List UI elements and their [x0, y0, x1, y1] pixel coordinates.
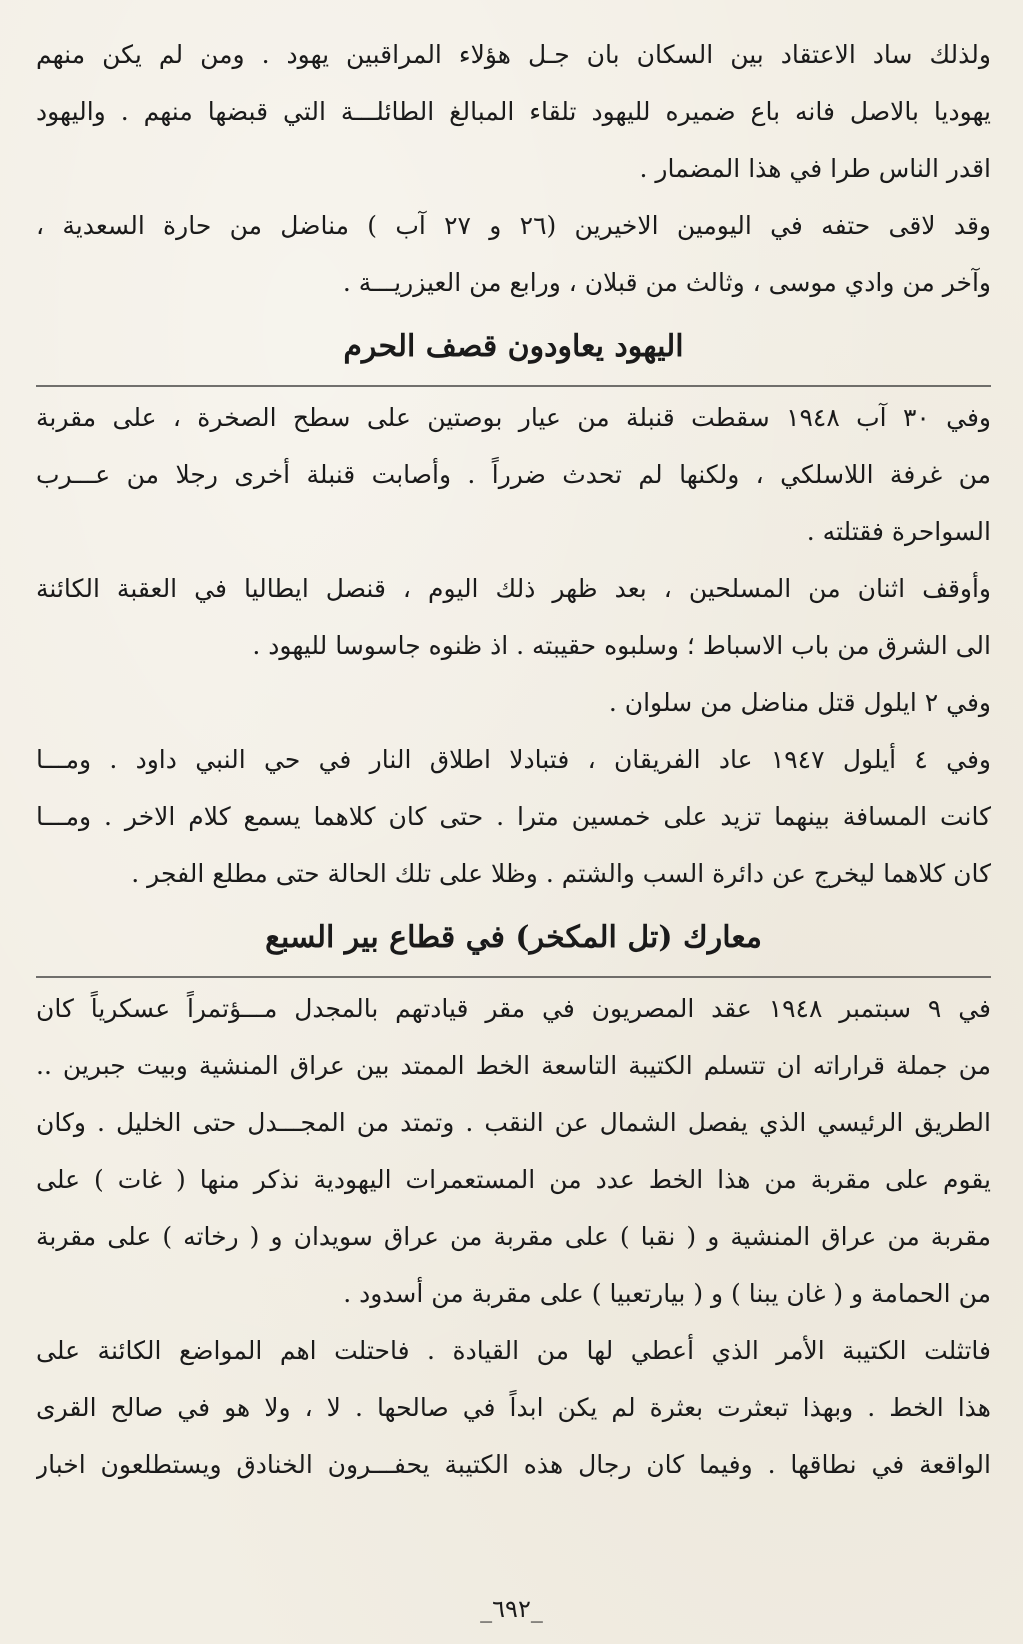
- paragraph: [36, 980, 991, 1322]
- text-line: في ٩ سبتمبر ١٩٤٨ عقد المصريون في مقر قيادتهم بالمجدل مـــؤتمراً عسكرياً كان: [36, 994, 991, 1023]
- body-text: [36, 26, 991, 1493]
- text-line: هذا الخط . وبهذا تبعثرت بعثرة لم يكن ابداً في صالحها . لا ، ولا هو في صالح القرى: [36, 1393, 991, 1422]
- text-line: وأوقف اثنان من المسلحين ، بعد ظهر ذلك اليوم ، قنصل ايطاليا في العقبة الكائنة: [36, 574, 991, 603]
- paragraph: [36, 560, 991, 674]
- text-line: الى الشرق من باب الاسباط ؛ وسلبوه حقيبته . اذ ظنوه جاسوسا لليهود .: [252, 631, 991, 660]
- text-line: فاتثلت الكتيبة الأمر الذي أعطي لها من القيادة . فاحتلت اهم المواضع الكائنة على: [36, 1336, 991, 1365]
- text-line: يقوم على مقربة من هذا الخط عدد من المستعمرات اليهودية نذكر منها ( غات ) على: [36, 1165, 991, 1194]
- section-heading: معارك (تل المكخر) في قطاع بير السبع: [265, 920, 762, 955]
- text-line: الطريق الرئيسي الذي يفصل الشمال عن النقب . وتمتد من المجـــدل حتى الخليل . وكان: [36, 1108, 991, 1137]
- text-line: من غرفة اللاسلكي ، ولكنها لم تحدث ضرراً . وأصابت قنبلة أخرى رجلا من عـــرب: [36, 460, 991, 489]
- text-line: الواقعة في نطاقها . وفيما كان رجال هذه الكتيبة يحفـــرون الخنادق ويستطلعون اخبار: [36, 1450, 991, 1479]
- paragraph: [36, 389, 991, 560]
- text-line: وآخر من وادي موسى ، وثالث من قبلان ، ورابع من العيزريـــة .: [342, 268, 991, 297]
- text-line: وقد لاقى حتفه في اليومين الاخيرين (٢٦ و ٢٧ آب ) مناضل من حارة السعدية ،: [36, 211, 991, 240]
- paragraph: [36, 26, 991, 197]
- text-line: من الحمامة و ( غان يبنا ) و ( بيارتعبيا ) على مقربة من أسدود .: [343, 1279, 991, 1308]
- paragraph: [36, 674, 991, 731]
- section-heading: اليهود يعاودون قصف الحرم: [343, 329, 684, 364]
- divider: [36, 976, 991, 978]
- text-line: كان كلاهما ليخرج عن دائرة السب والشتم . وظلا على تلك الحالة حتى مطلع الفجر .: [131, 859, 991, 888]
- text-line: وفي ٣٠ آب ١٩٤٨ سقطت قنبلة من عيار بوصتين على سطح الصخرة ، على مقربة: [36, 403, 991, 432]
- paragraph: [36, 731, 991, 902]
- text-line: ولذلك ساد الاعتقاد بين السكان بان جـل هؤلاء المراقبين يهود . ومن لم يكن منهم: [36, 40, 991, 69]
- text-line: مقربة من عراق المنشية و ( نقبا ) على مقربة من عراق سويدان و ( رخاته ) على مقربة: [36, 1222, 991, 1251]
- paragraph: [36, 197, 991, 311]
- text-line: يهوديا بالاصل فانه باع ضميره لليهود تلقاء المبالغ الطائلـــة التي قبضها منهم . واليهود: [36, 97, 991, 126]
- text-line: كانت المسافة بينهما تزيد على خمسين مترا . حتى كان كلاهما يسمع كلام الاخر . ومـــا: [36, 802, 991, 831]
- text-line: وفي ٤ أيلول ١٩٤٧ عاد الفريقان ، فتبادلا اطلاق النار في حي النبي داود . ومـــا: [36, 745, 991, 774]
- text-line: اقدر الناس طرا في هذا المضمار .: [639, 154, 991, 183]
- paragraph: [36, 1322, 991, 1493]
- divider: [36, 385, 991, 387]
- text-line: وفي ٢ ايلول قتل مناضل من سلوان .: [608, 688, 991, 717]
- text-line: السواحرة فقتلته .: [806, 517, 991, 546]
- text-line: من جملة قراراته ان تتسلم الكتيبة التاسعة الخط الممتد بين عراق المنشية وبيت جبرين ..: [36, 1051, 991, 1080]
- page-number: _٦٩٢_: [480, 1595, 543, 1623]
